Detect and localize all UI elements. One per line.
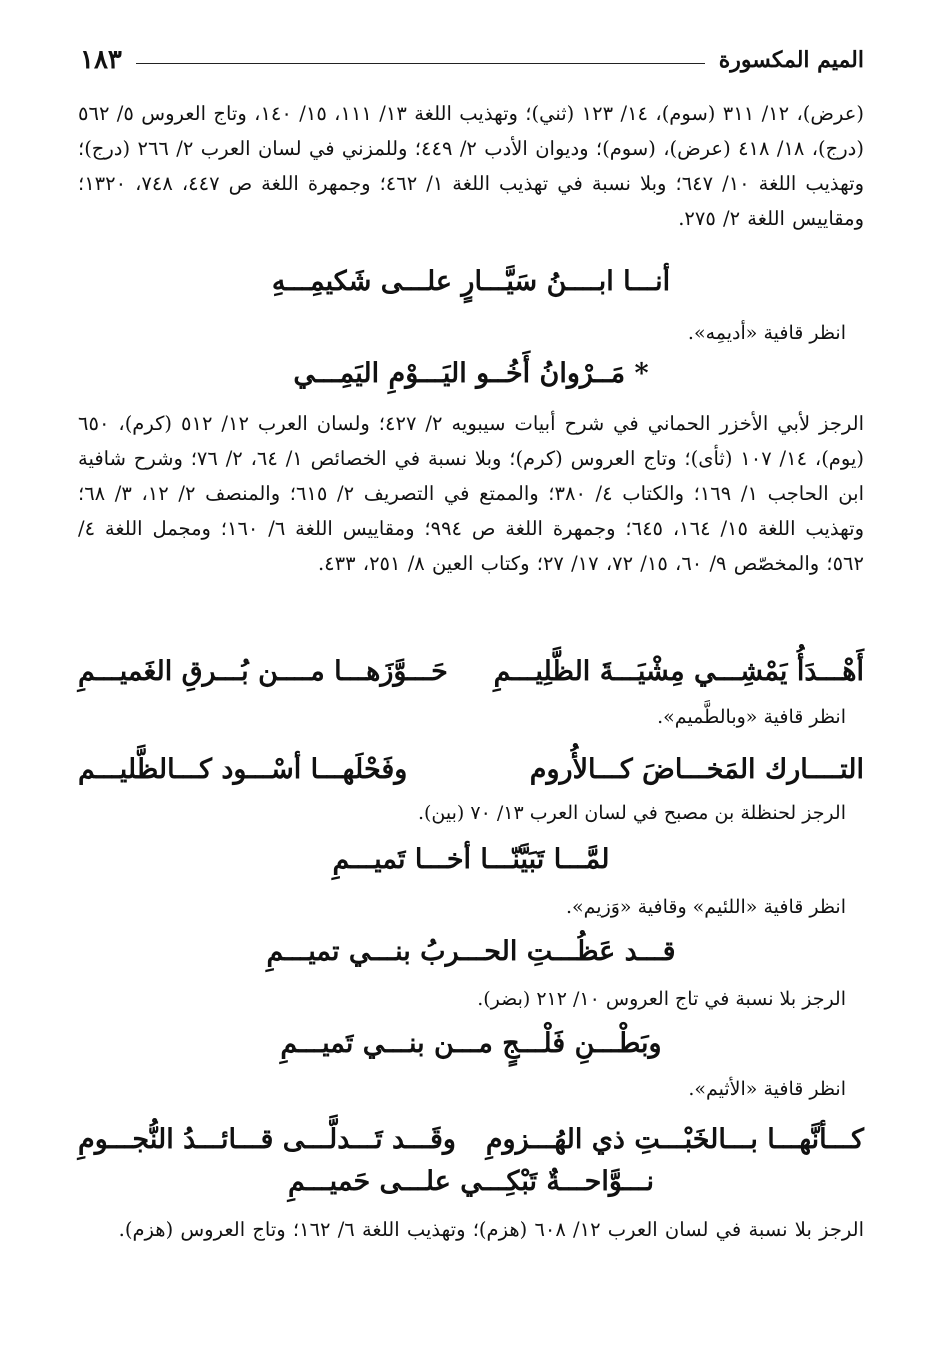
note-6: انظر قافية «الأثيم». — [688, 1078, 846, 1100]
verse-5: وبَطْـــنِ فَلْـــجٍ مـــن بنـــي تَميـــمِ — [280, 1028, 662, 1059]
note-2: انظر قافية «وبالطَّميم». — [657, 706, 846, 728]
couplet-2 — [78, 750, 864, 790]
page-header — [80, 40, 864, 80]
note-1: انظر قافية «أديمِه». — [687, 322, 846, 344]
header-rule — [136, 63, 705, 64]
intro-paragraph: (عرض)، ١٢/ ٣١١ (سوم)، ١٤/ ١٢٣ (ثني)؛ وتهذيب اللغة ١٣/ ١١١، ١٥/ ١٤٠، وتاج العروس ٥/ ٥٦٢ (درج)، ١٨/ ٤١٨ (عرض)، (سوم)؛ وديوان الأدب ٢/ ٤٤٩؛ وللمزني في لسان العرب ٢/ ٢٦٦ (درج)؛ وتهذيب اللغة ١٠/ ٦٤٧؛ وبلا نسبة في تهذيب اللغة ١/ ٤٦٢؛ وجمهرة اللغة ص ٤٤٧، ٧٤٨، ١٣٢٠؛ ومقاييس اللغة ٢/ ٢٧٥. — [78, 102, 864, 230]
couplet-1-second-hemistich: حَـــوَّزَهـــا مــــن بُـــرقِ الغَميـــمِ — [78, 656, 448, 687]
couplet-2-first-hemistich: التــــارك المَخـــاضَ كـــالأُروم — [529, 754, 864, 785]
page-number: ١٨٣ — [80, 45, 122, 75]
couplet-2-second-hemistich: وفَحْلَهـــا أسْـــود كـــالظَّليـــم — [78, 754, 408, 785]
couplet-1 — [78, 652, 864, 692]
paragraph-2: الرجز لأبي الأخزر الحماني في شرح أبيات سيبويه ٢/ ٤٢٧؛ ولسان العرب ١٢/ ٥١٢ (كرم)، ٦٥٠ (يوم)، ١٤/ ١٠٧ (ثأى)؛ وتاج العروس (كرم)؛ وبلا نسبة في الخصائص ١/ ٦٤، ٢/ ٧٦؛ وشرح شافية ابن الحاجب ١/ ١٦٩؛ والكتاب ٤/ ٣٨٠؛ والممتع في التصريف ٢/ ٦١٥؛ والمنصف ٢/ ١٢، ٣/ ٦٨؛ وتهذيب اللغة ١٥/ ١٦٤، ٦٤٥؛ وجمهرة اللغة ص ٩٩٤؛ ومقاييس اللغة ٦/ ١٦٠؛ ومجمل اللغة ٤/ ٥٦٢؛ والمخصّص ٩/ ٦٠، ١٥/ ٧٢، ١٧/ ٢٧؛ وكتاب العين ٨/ ٢٥١، ٤٣٣. — [78, 412, 864, 575]
verse-6: نـــوَّاحـــةٌ تَبْكِـــي علـــى حَميـــمِ — [287, 1166, 655, 1197]
couplet-1-first-hemistich: أَهْـــدَأُ يَمْشِـــي مِشْيَـــةَ الظَّلِيـــمِ — [493, 656, 864, 687]
note-5: الرجز بلا نسبة في تاج العروس ١٠/ ٢١٢ (بضر). — [477, 988, 846, 1010]
couplet-3-first-hemistich: كـــأنَّهـــا بـــالخَبْـــتِ ذي الهُـــزومِ — [485, 1124, 864, 1155]
note-3: الرجز لحنظلة بن مصبح في لسان العرب ١٣/ ٧٠ (بين). — [417, 802, 846, 824]
couplet-3-second-hemistich: وقَـــد تَـــدلَّـــى قـــائـــدُ النُّجـــومِ — [78, 1124, 456, 1155]
final-paragraph: الرجز بلا نسبة في لسان العرب ١٢/ ٦٠٨ (هزم)؛ وتهذيب اللغة ٦/ ١٦٢؛ وتاج العروس (هزم). — [118, 1218, 864, 1241]
chapter-title: الميم المكسورة — [718, 47, 864, 73]
verse-4: قـــد عَظُـــتِ الحـــربُ بنـــي تميـــمِ — [266, 936, 676, 967]
verse-1: أنـــا ابــــنُ سَيَّـــارٍ علـــى شَكيمِـــهِ — [271, 266, 671, 297]
note-4: انظر قافية «اللئيم» وقافية «وَزيم». — [565, 896, 846, 918]
couplet-3 — [78, 1120, 864, 1160]
verse-3: لمَّـــا تَبَيَّنّـــا أخـــا تَميـــمِ — [332, 844, 610, 875]
verse-2: * مَــرْوانُ أَخُــو اليَـــوْمِ اليَمِـــي — [293, 358, 649, 389]
